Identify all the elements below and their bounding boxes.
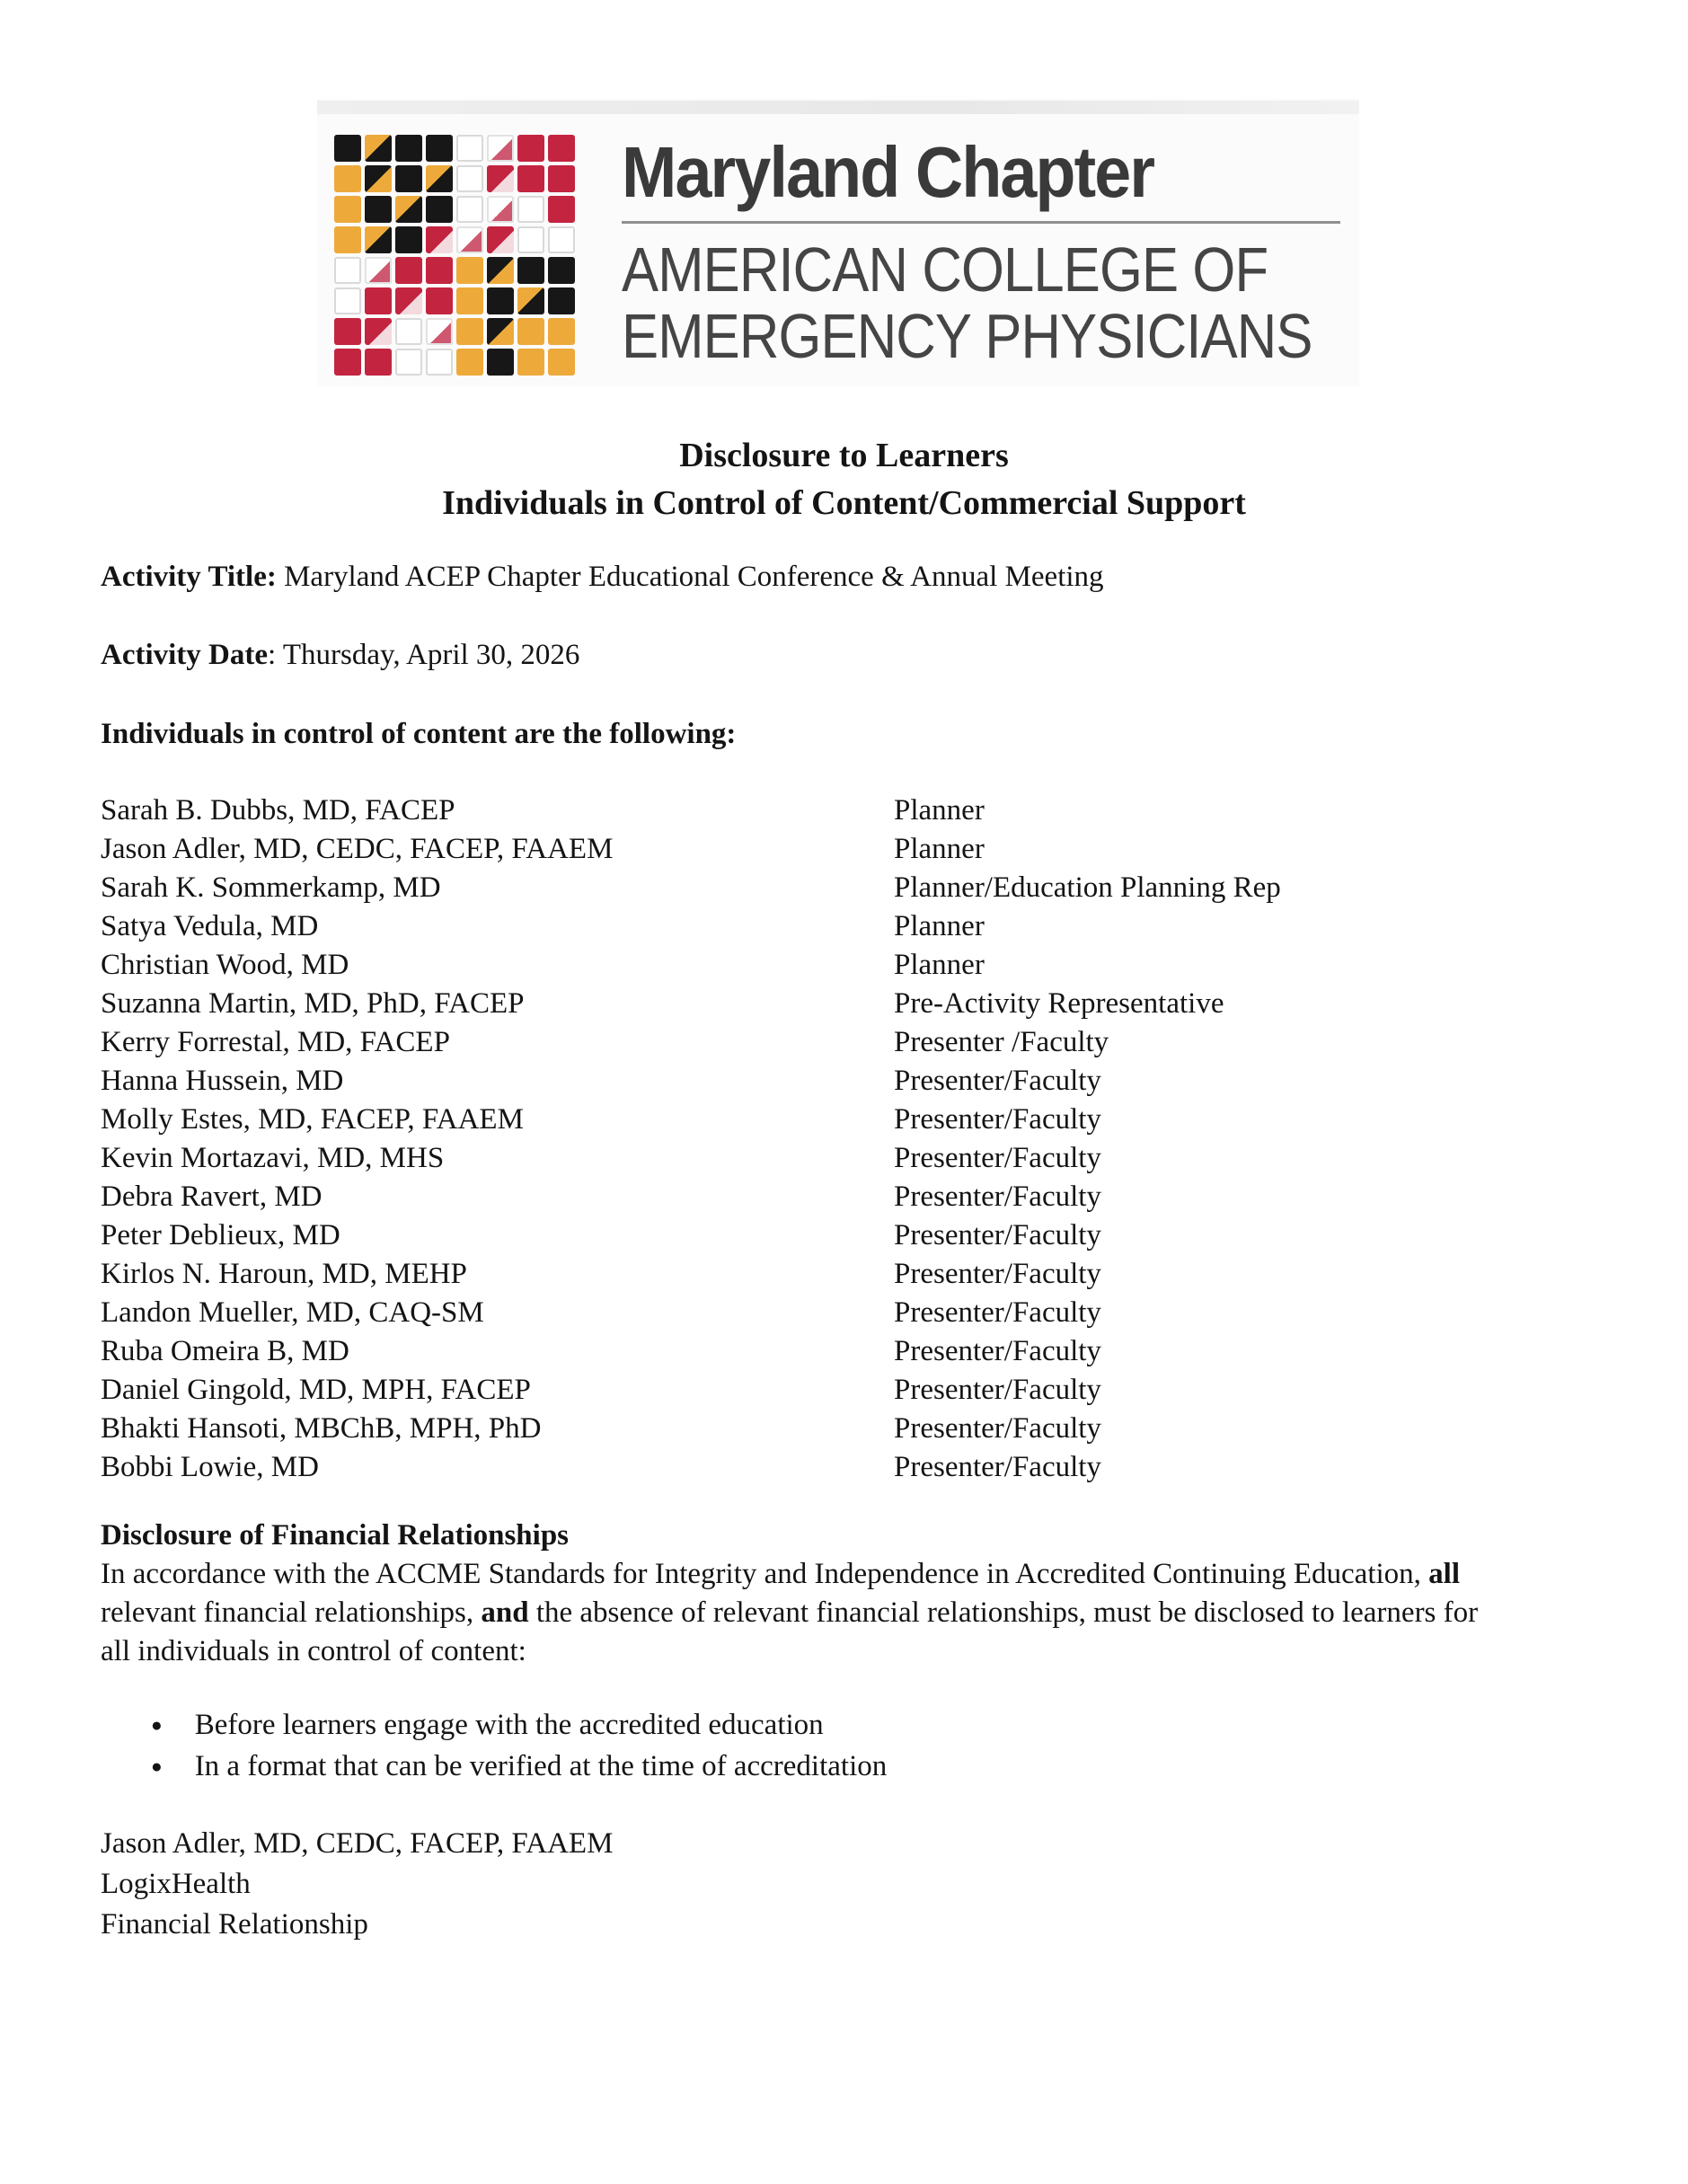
logo-chapter-name: Maryland Chapter xyxy=(622,132,1154,212)
individual-row xyxy=(101,1178,1587,1216)
logo-org-line2: EMERGENCY PHYSICIANS xyxy=(622,301,1312,371)
individual-name: Satya Vedula, MD xyxy=(101,910,319,942)
disclosure-relationship-type: Financial Relationship xyxy=(101,1908,368,1941)
individual-role: Presenter/Faculty xyxy=(894,1142,1101,1174)
individual-role: Presenter/Faculty xyxy=(894,1258,1101,1290)
logo-text-block xyxy=(622,132,1354,371)
individual-role: Planner xyxy=(894,833,985,865)
individual-name: Suzanna Martin, MD, PhD, FACEP xyxy=(101,987,525,1020)
individual-role: Presenter/Faculty xyxy=(894,1180,1101,1213)
disclosure-company: LogixHealth xyxy=(101,1868,251,1900)
activity-date-line xyxy=(101,636,1587,675)
financial-paragraph-bold1: all xyxy=(1428,1558,1460,1590)
individual-row xyxy=(101,907,1587,946)
financial-paragraph xyxy=(101,1555,1511,1671)
bullet-text: Before learners engage with the accredited education xyxy=(194,1709,824,1741)
activity-title-value: Maryland ACEP Chapter Educational Conference & Annual Meeting xyxy=(276,561,1104,593)
individual-name: Kerry Forrestal, MD, FACEP xyxy=(101,1026,450,1058)
individual-row xyxy=(101,830,1587,869)
financial-paragraph-part3: the absence of relevant financial relationships, must be disclosed to learners for all individuals in control of content: xyxy=(101,1596,1479,1667)
individual-role: Planner xyxy=(894,910,985,942)
individual-role: Planner xyxy=(894,949,985,981)
individual-row xyxy=(101,1332,1587,1371)
individual-role: Presenter/Faculty xyxy=(894,1451,1101,1483)
individual-name: Jason Adler, MD, CEDC, FACEP, FAAEM xyxy=(101,833,614,865)
individuals-heading: Individuals in control of content are the following: xyxy=(101,718,737,750)
logo-scan-artifact-strip xyxy=(317,101,1359,114)
disclosure-person-name: Jason Adler, MD, CEDC, FACEP, FAAEM xyxy=(101,1827,614,1860)
logo-divider-rule xyxy=(622,221,1340,224)
individual-role: Presenter/Faculty xyxy=(894,1412,1101,1445)
activity-date-value: : Thursday, April 30, 2026 xyxy=(268,639,580,671)
bullet-text: In a format that can be verified at the time of accreditation xyxy=(194,1750,888,1782)
activity-title-label: Activity Title: xyxy=(101,561,277,593)
logo-org-line1: AMERICAN COLLEGE OF xyxy=(622,234,1268,305)
disclosure-bullet-list xyxy=(101,1706,1587,1789)
individual-name: Debra Ravert, MD xyxy=(101,1180,323,1213)
individual-name: Daniel Gingold, MD, MPH, FACEP xyxy=(101,1374,531,1406)
individual-row xyxy=(101,1371,1587,1410)
acep-maryland-logo xyxy=(334,132,1354,376)
bullet-item xyxy=(101,1747,1587,1789)
bullet-dot-icon: ● xyxy=(151,1755,163,1777)
individual-role: Planner xyxy=(894,794,985,827)
individual-row xyxy=(101,1023,1587,1062)
bullet-item xyxy=(101,1706,1587,1747)
individual-row xyxy=(101,869,1587,907)
individual-role: Pre-Activity Representative xyxy=(894,987,1224,1020)
document-title xyxy=(101,432,1587,527)
individual-role: Presenter/Faculty xyxy=(894,1065,1101,1097)
individual-row xyxy=(101,1448,1587,1487)
individual-role: Presenter /Faculty xyxy=(894,1026,1109,1058)
individual-name: Kirlos N. Haroun, MD, MEHP xyxy=(101,1258,467,1290)
individual-name: Ruba Omeira B, MD xyxy=(101,1335,349,1367)
maryland-flag-mosaic-icon xyxy=(334,135,575,376)
individual-role: Presenter/Faculty xyxy=(894,1103,1101,1136)
individual-name: Sarah K. Sommerkamp, MD xyxy=(101,871,441,904)
individual-name: Peter Deblieux, MD xyxy=(101,1219,340,1251)
individual-row xyxy=(101,1410,1587,1448)
financial-paragraph-part2: relevant financial relationships, xyxy=(101,1596,482,1629)
individual-row xyxy=(101,1101,1587,1139)
individual-row xyxy=(101,946,1587,985)
individual-role: Presenter/Faculty xyxy=(894,1219,1101,1251)
individual-row xyxy=(101,1139,1587,1178)
disclosure-entry xyxy=(101,1824,1587,1945)
individual-row xyxy=(101,985,1587,1023)
activity-title-line xyxy=(101,558,1587,597)
individual-row xyxy=(101,1294,1587,1332)
document-title-line2: Individuals in Control of Content/Commercial Support xyxy=(442,484,1246,522)
activity-date-label: Activity Date xyxy=(101,639,269,671)
individual-row xyxy=(101,1062,1587,1101)
individual-role: Presenter/Faculty xyxy=(894,1335,1101,1367)
individual-name: Sarah B. Dubbs, MD, FACEP xyxy=(101,794,455,827)
individual-name: Bhakti Hansoti, MBChB, MPH, PhD xyxy=(101,1412,542,1445)
individual-name: Bobbi Lowie, MD xyxy=(101,1451,319,1483)
financial-heading: Disclosure of Financial Relationships xyxy=(101,1519,570,1552)
individual-name: Molly Estes, MD, FACEP, FAAEM xyxy=(101,1103,524,1136)
individual-role: Presenter/Faculty xyxy=(894,1296,1101,1329)
individual-role: Presenter/Faculty xyxy=(894,1374,1101,1406)
individual-name: Kevin Mortazavi, MD, MHS xyxy=(101,1142,445,1174)
document-title-line1: Disclosure to Learners xyxy=(679,437,1009,474)
individual-row xyxy=(101,1216,1587,1255)
individual-role: Planner/Education Planning Rep xyxy=(894,871,1281,904)
individual-row xyxy=(101,791,1587,830)
financial-paragraph-part1: In accordance with the ACCME Standards for Integrity and Independence in Accredited Continuing Education, xyxy=(101,1558,1429,1590)
financial-paragraph-bold2: and xyxy=(481,1596,529,1629)
individuals-list xyxy=(101,791,1587,1487)
individual-row xyxy=(101,1255,1587,1294)
individual-name: Landon Mueller, MD, CAQ-SM xyxy=(101,1296,484,1329)
bullet-dot-icon: ● xyxy=(151,1714,163,1736)
individual-name: Hanna Hussein, MD xyxy=(101,1065,344,1097)
individual-name: Christian Wood, MD xyxy=(101,949,349,981)
